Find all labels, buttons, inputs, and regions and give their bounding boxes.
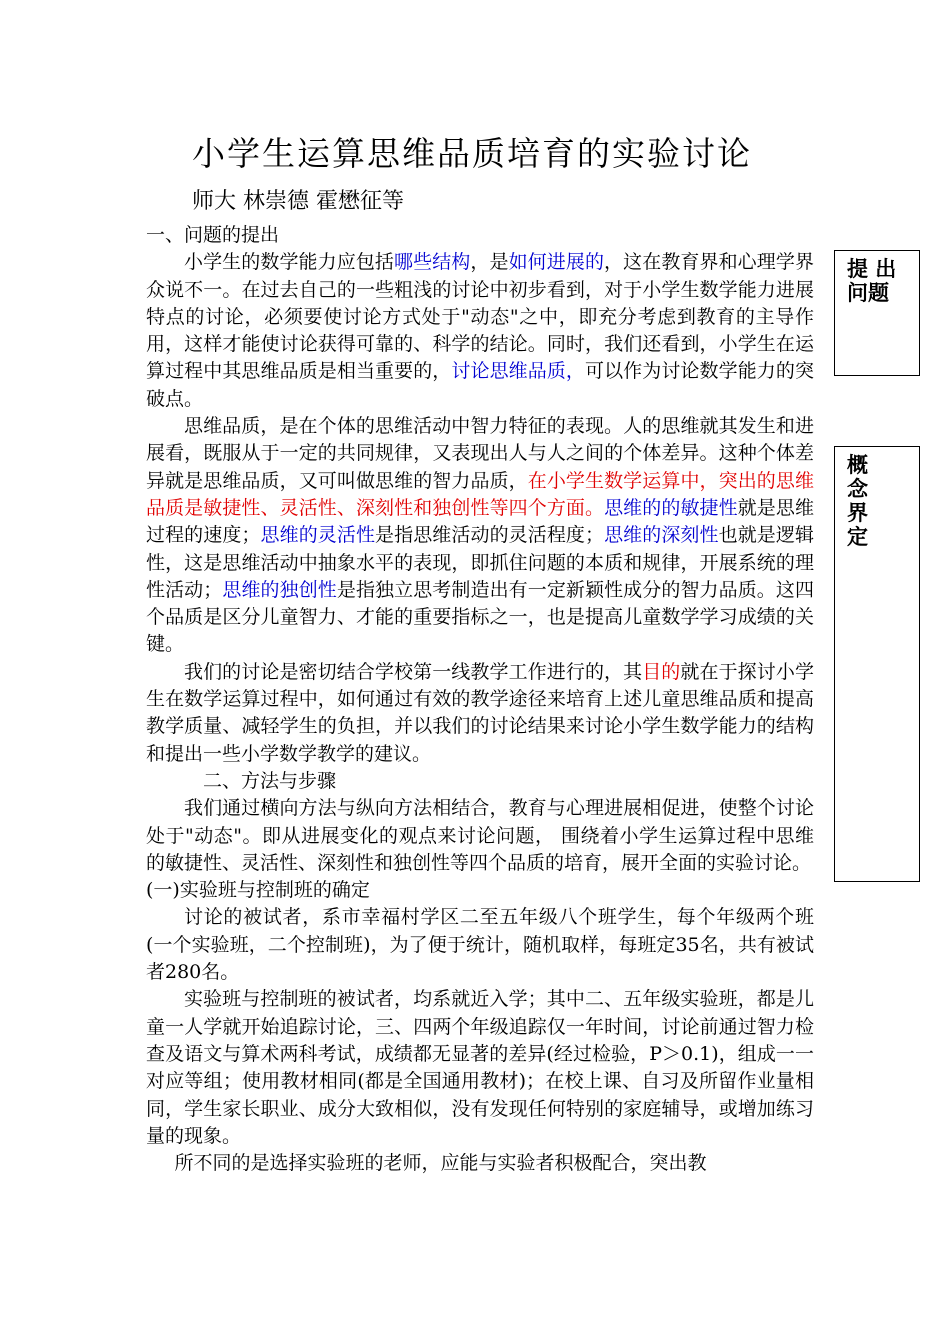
- margin-note-text: 概念界定: [847, 453, 868, 549]
- section-heading: 一、问题的提出: [146, 224, 280, 246]
- highlight-text: 思维的深刻性: [604, 524, 719, 547]
- text-run: 是指独立思考制造出有一定新颖性成分的智力品质。这四个品质是区分儿童智力、才能的重要指标之一，也是提高儿童数学学习成绩的关键。: [146, 578, 814, 656]
- text-run: 就在于探讨小学生在数学运算过程中，如何通过有效的教学途径来培育上述儿童思维品质和提高教学质量、减轻学生的负担，并以我们的讨论结果来讨论小学生数学能力的结构和提出一些小学数学教学的建议。: [146, 660, 814, 765]
- text-run: 思维品质，是在个体的思维活动中智力特征的表现。人的思维就其发生和进展看，既服从于一定的共同规律，又表现出人与人之间的个体差异。这种个体差异就是思维品质，又可叫做思维的智力品质，: [146, 415, 814, 492]
- text-run: 可以作为讨论数学能力的突破点。: [146, 360, 814, 410]
- highlight-text: 思维的的敏捷性: [604, 496, 738, 519]
- margin-note-box-definition: [834, 446, 920, 882]
- text-run: 我们的讨论是密切结合学校第一线教学工作进行的，其: [184, 660, 643, 683]
- paragraph: [146, 413, 814, 659]
- section-heading: 二、方法与步骤: [203, 769, 337, 792]
- text-run: 就是思维过程的速度；: [146, 496, 814, 547]
- paragraph: 讨论的被试者，系市幸福村学区二至五年级八个班学生，每个年级两个班(一个实验班，二个控制班)，为了便于统计，随机取样，每班定35名，共有被试者280名。: [146, 906, 814, 984]
- margin-note-box-problem: [834, 250, 920, 376]
- text-run: 也就是逻辑性，这是思维活动中抽象水平的表现，即抓住问题的本质和规律，开展系统的理性活动；: [146, 524, 814, 601]
- highlight-text: 哪些结构: [394, 251, 471, 274]
- highlight-text: 在小学生数学运算中，突出的思维品质是敏捷性、灵活性、深刻性和独创性等四个方面。: [146, 469, 814, 519]
- document-body: [146, 222, 814, 1177]
- margin-note-text: 提 出问题: [847, 257, 897, 305]
- paragraph: 所不同的是选择实验班的老师，应能与实验者积极配合，突出教: [174, 1152, 707, 1175]
- highlight-text: 目的: [642, 660, 681, 683]
- paragraph: 我们通过横向方法与纵向方法相结合，教育与心理进展相促进，使整个讨论处于"动态"。即从进展变化的观点来讨论问题， 围绕着小学生运算过程中思维的敏捷性、灵活性、深刻性和独创性等四个品质的培育，展开全面的实验讨论。: [146, 797, 814, 874]
- text-run: ，这在教育界和心理学界众说不一。在过去自己的一些粗浅的讨论中初步看到，对于小学生数学能力进展特点的讨论，必须要使讨论方式处于"动态"之中，即充分考虑到教育的主导作用，这样才能使讨论获得可靠的、科学的结论。同时，我们还看到，小学生在运算过程中其思维品质是相当重要的，: [146, 251, 814, 383]
- text-run: 是指思维活动的灵活程度；: [375, 524, 604, 547]
- section-heading: (一)实验班与控制班的确定: [146, 879, 370, 902]
- highlight-text: 思维的灵活性: [260, 524, 376, 547]
- highlight-text: 思维的独创性: [222, 578, 337, 601]
- highlight-text: 讨论思维品质，: [451, 360, 585, 383]
- text-run: ，是: [470, 251, 509, 274]
- paragraph: [146, 249, 814, 413]
- authors-line: 师大 林崇德 霍懋征等: [192, 189, 404, 214]
- page-title: 小学生运算思维品质培育的实验讨论: [192, 134, 752, 173]
- paragraph: [146, 659, 814, 768]
- highlight-text: 如何进展的: [508, 251, 605, 274]
- paragraph: 实验班与控制班的被试者，均系就近入学；其中二、五年级实验班，都是儿童一人学就开始追踪讨论，三、四两个年级追踪仅一年时间，讨论前通过智力检查及语文与算术两科考试，成绩都无显著的差异(经过检验，P＞0.1)，组成一一对应等组；使用教材相同(都是全国通用教材)；在校上课、自习及所留作业量相同，学生家长职业、成分大致相似，没有发现任何特别的家庭辅导，或增加练习量的现象。: [146, 988, 814, 1147]
- text-run: 小学生的数学能力应包括: [184, 251, 395, 274]
